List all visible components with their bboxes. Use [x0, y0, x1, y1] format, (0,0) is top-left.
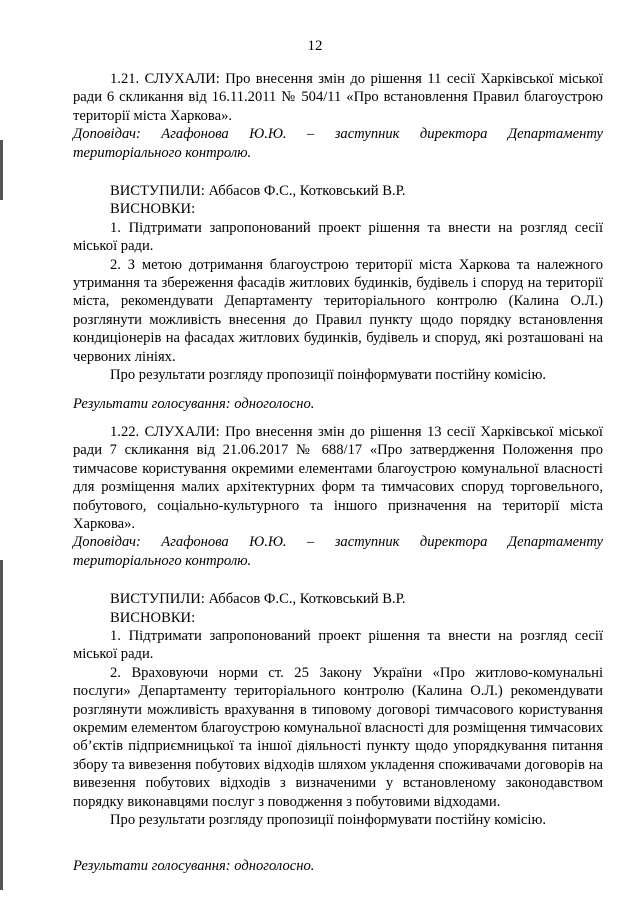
conclusion-report: Про результати розгляду пропозиції поінформувати постійну комісію. [110, 367, 546, 384]
conclusion-2: 2. З метою дотримання благоустрою території міста Харкова та належного утримання та збереження фасадів житлових будинків, будівель і споруд на території міста, рекомендувати Департаменту територіального контролю (Калина О.Л.) розглянути можливість внесення до Правил пункту щодо порядку встановлення кондиціонерів на фасадах житлових будинків, будівель и споруд, які розташовані на червоних лініях. [73, 256, 603, 365]
conclusions-title: ВИСНОВКИ: [110, 201, 196, 218]
spoke-line: ВИСТУПИЛИ: Аббасов Ф.С., Котковський В.Р. [110, 183, 406, 200]
scan-edge-mark-bottom [0, 560, 3, 890]
document-body [73, 70, 603, 876]
vote-result: Результати голосування: одноголосно. [73, 395, 315, 412]
conclusion-1: 1. Підтримати запропонований проект рішення та внести на розгляд сесії міської ради. [73, 627, 603, 663]
page-number: 12 [307, 38, 323, 54]
agenda-item-1-21 [73, 70, 603, 413]
scan-edge-mark-top [0, 140, 3, 200]
conclusion-2: 2. Враховуючи норми ст. 25 Закону України «Про житлово-комунальні послуги» Департаменту територіального контролю (Калина О.Л.) рекомендувати розглянути можливість врахування в типовому договорі тимчасового користування окремим елементом благоустрою комунальної власності для розміщення тимчасових об’єктів підприємницької та іншої діяльності пункту щодо упорядкування питання збору та вивезення побутових відходів шляхом укладення споживачами договорів на вивезення побутових відходів з визначеними у встановленому законодавством порядку виконавцями послуг з поводження з побутовими відходами. [73, 664, 603, 810]
spoke-line: ВИСТУПИЛИ: Аббасов Ф.С., Котковський В.Р. [110, 591, 406, 608]
speaker-line: Доповідач: Агафонова Ю.Ю. – заступник директора Департаменту територіального контролю. [73, 534, 603, 569]
conclusions-title: ВИСНОВКИ: [110, 609, 196, 626]
speaker-line: Доповідач: Агафонова Ю.Ю. – заступник директора Департаменту територіального контролю. [73, 126, 603, 161]
agenda-item-1-22 [73, 423, 603, 876]
conclusion-report: Про результати розгляду пропозиції поінформувати постійну комісію. [110, 812, 546, 829]
heard-paragraph: 1.22. СЛУХАЛИ: Про внесення змін до рішення 13 сесії Харківської міської ради 7 скликання від 21.06.2017 № 688/17 «Про затвердження Положення про тимчасове користування окремими елементами благоустрою комунальної власності для розміщення малих архітектурних форм та тимчасових споруд торговельного, побутового, соціально-культурного та іншого призначення на території міста Харкова». [73, 423, 603, 532]
conclusion-1: 1. Підтримати запропонований проект рішення та внести на розгляд сесії міської ради. [73, 219, 603, 255]
heard-paragraph: 1.21. СЛУХАЛИ: Про внесення змін до рішення 11 сесії Харківської міської ради 6 скликання від 16.11.2011 № 504/11 «Про встановлення Правил благоустрою території міста Харкова». [73, 71, 603, 124]
vote-result: Результати голосування: одноголосно. [73, 858, 315, 875]
